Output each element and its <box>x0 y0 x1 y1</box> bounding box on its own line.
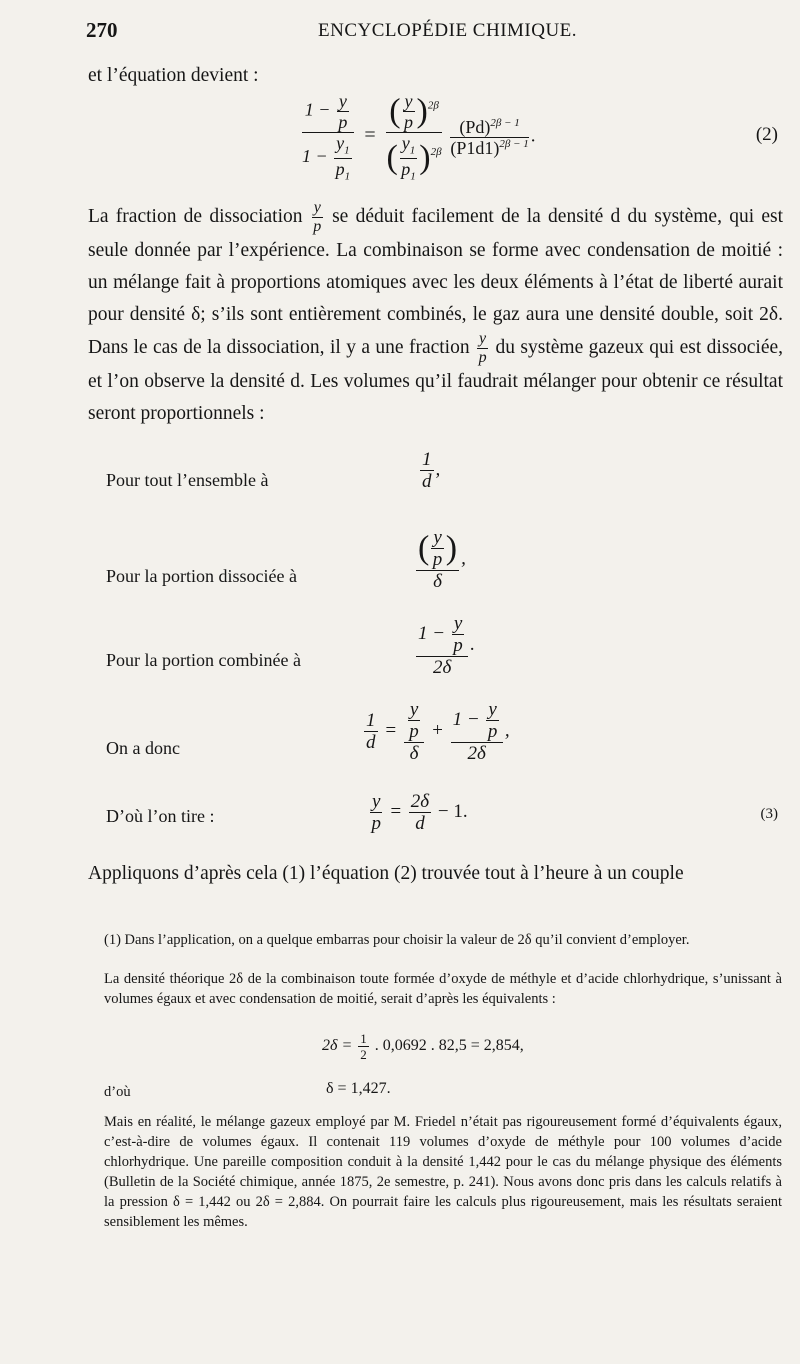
fraction-y-over-p-2: $\frac{y}{p}$ <box>478 330 487 366</box>
label-tire: D’où l’on tire : <box>106 806 215 826</box>
footnote-calc: 2δ = $\frac{1}{2}$ . 0,0692 . 82,5 = 2,854, <box>322 1031 524 1062</box>
paragraph-appliquons: Appliquons d’après cela (1) l’équation (2) trouvée tout à l’heure à un couple <box>88 863 684 884</box>
footnote-1: (1) Dans l’application, on a quelque embarras pour choisir la valeur de 2δ qu’il convient d’employer. <box>104 932 690 948</box>
page-number: 270 <box>86 18 118 42</box>
eq2-lhs-fraction: 1 − $\frac{y}{p}$ 1 − $\frac{y_1}{p_1}$ <box>302 92 354 182</box>
label-ensemble: Pour tout l’ensemble à <box>106 470 269 490</box>
equation-2-number: (2) <box>755 124 778 145</box>
page-header <box>86 18 774 48</box>
label-combinee: Pour la portion combinée à <box>106 650 301 670</box>
eq-dissociee: ( $\frac{y}{p}$ ) δ , <box>418 527 466 592</box>
label-donc: On a donc <box>106 738 180 758</box>
intro-line: et l’équation devient : <box>88 65 259 86</box>
eq-donc: $\frac{1}{d}$ = $\frac{\frac{y}{p}}{\delta}$ + 1 − $\frac{y}{p}$ 2δ , <box>366 699 510 764</box>
eq-combinee: 1 − $\frac{y}{p}$ 2δ . <box>418 613 476 678</box>
footnote-delta: δ = 1,427. <box>326 1080 391 1097</box>
label-dissociee: Pour la portion dissociée à <box>106 566 297 586</box>
eq2-rhs-fraction: ( $\frac{y}{p}$ )$^{2\beta}$ ( $\frac{y_1}{p_1}$ )$^{2\beta}$ <box>386 91 442 183</box>
fraction-y-over-p: $\frac{y}{p}$ <box>313 199 322 235</box>
equation-3-number: (3) <box>760 806 778 822</box>
equation-3: $\frac{y}{p}$ = $\frac{2\delta}{d}$ − 1. <box>371 791 468 834</box>
eq2-pressure-fraction: $\frac{(Pd)^{2\beta - 1}}{(P1d1)^{2\beta - 1}}$ <box>450 116 529 158</box>
footnote-reality: Mais en réalité, le mélange gazeux employé par M. Friedel n’était pas rigoureusement formé d’équivalents égaux, c’est-à-dire de volumes égaux. Il contenait 119 volumes d’oxyde de méthyle pour 100 volumes d’acide chlorhydrique. Une pareille composition conduit à la densité 1,442 pour le cas du mélange physique des éléments (Bulletin de la Société chimique, année 1875, 2e semestre, p. 241). Nous avons donc pris dans les calculs relatifs à la pression δ = 1,442 ou 2δ = 2,884. On pourrait faire les calculs plus rigoureusement, mais les résultats seraient sensiblement les mêmes. <box>104 1114 782 1230</box>
running-title: ENCYCLOPÉDIE CHIMIQUE. <box>318 20 578 41</box>
equation-2: 1 − $\frac{y}{p}$ 1 − $\frac{y_1}{p_1}$ = ( $\frac{y}{p}$ )$^{2\beta}$ ( $\frac{y_1}{p_1}$ )$^{2\beta}$ $\frac{(Pd)^{2\beta - 1}}{(P1d1)^{2\beta - 1}}$ . <box>302 91 536 183</box>
footnote-density: La densité théorique 2δ de la combinaison toute formée d’oxyde de méthyle et d’acide chlorhydrique, s’unissant à volumes égaux et avec condensation de moitié, serait d’après les équivalents : <box>104 971 782 1007</box>
paragraph-dissociation: La fraction de dissociation $\frac{y}{p}$ se déduit facilement de la densité d du système, qui est seule donnée par l’expérience. La combinaison se forme avec condensation de moitié : un mélange fait à proportions atomiques avec les deux éléments à l’état de liberté aurait pour densité δ; s’ils sont entièrement combinés, le gaz aura une densité double, soit 2δ. Dans le cas de la dissociation, il y a une fraction $\frac{y}{p}$ du système gazeux qui est dissociée, et l’on observe la densité d. Les volumes qu’il faudrait mélanger pour obtenir ce résultat seront proportionnels : <box>88 199 784 424</box>
eq-ensemble: $\frac{1}{d}$ , <box>422 449 441 492</box>
footnote-dou: d’où <box>104 1084 131 1100</box>
